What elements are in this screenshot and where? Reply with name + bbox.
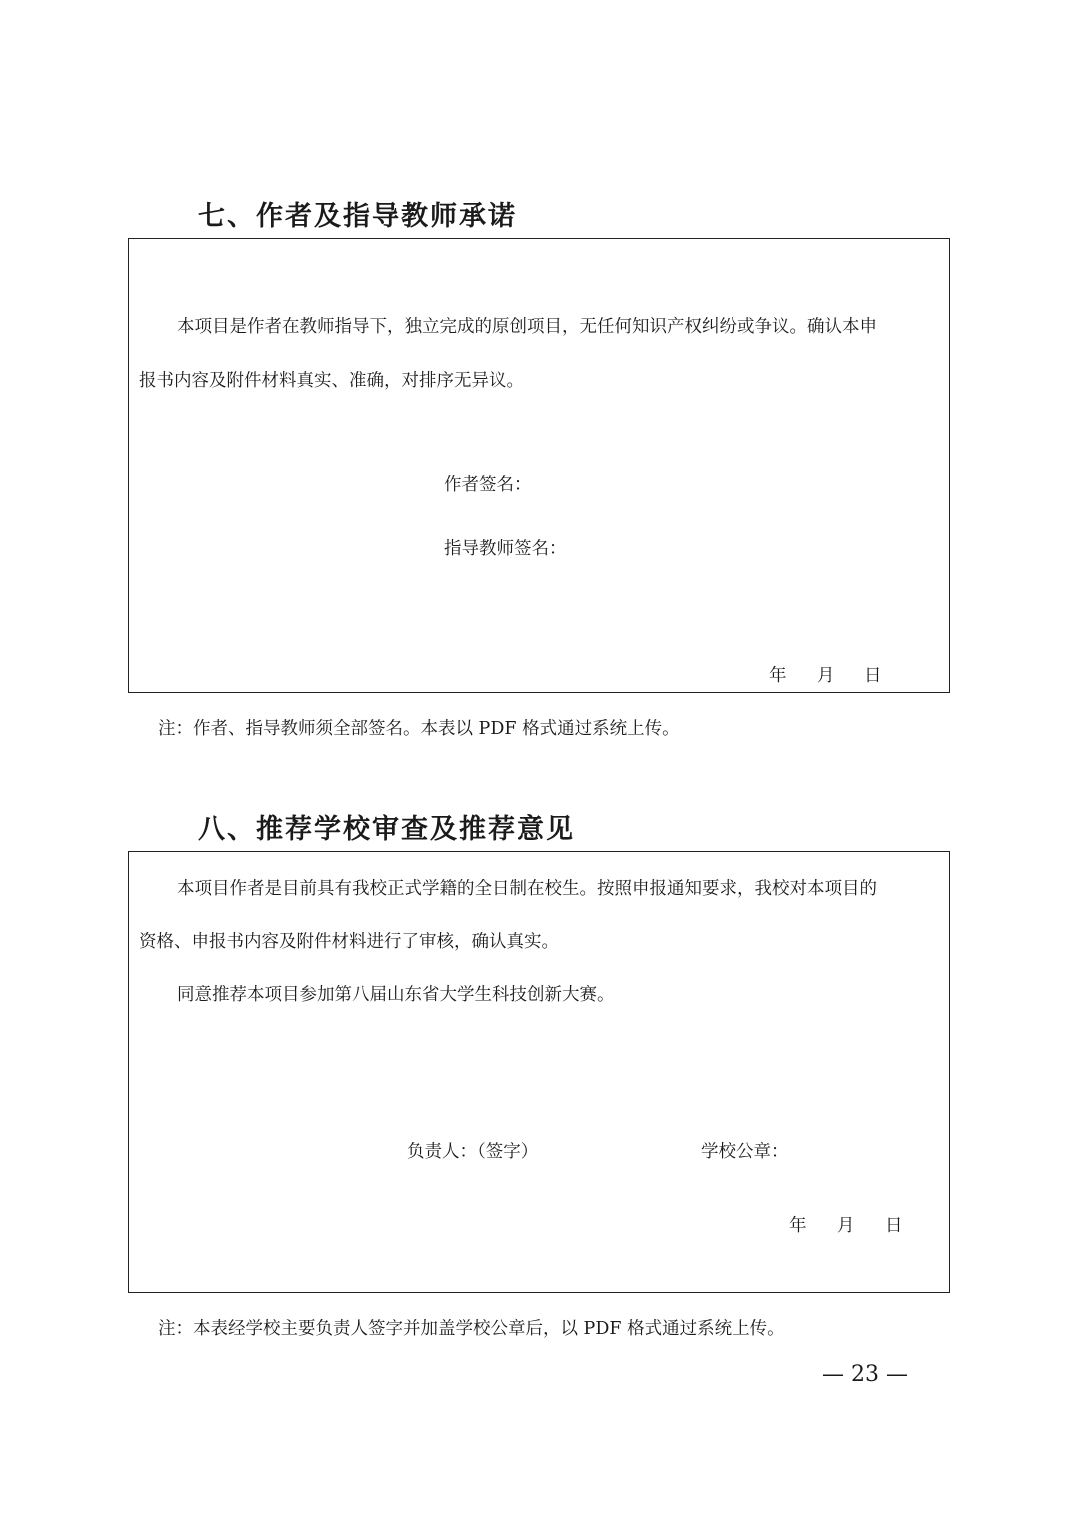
teacher-signature-label: 指导教师签名：	[444, 539, 567, 559]
commitment-box	[128, 238, 950, 693]
author-signature-label: 作者签名：	[444, 475, 532, 495]
date-year-label: 年	[769, 666, 787, 686]
date-day-label: 日	[885, 1216, 903, 1236]
school-seal-label: 学校公章：	[701, 1142, 789, 1162]
date-month-label: 月	[837, 1216, 855, 1236]
date-year-label: 年	[789, 1216, 807, 1236]
section-8-title: 八、推荐学校审查及推荐意见	[198, 814, 575, 845]
recommendation-box	[128, 851, 950, 1293]
page-number: — 23 —	[822, 1362, 908, 1387]
commitment-text-line-1: 本项目是作者在教师指导下，独立完成的原创项目，无任何知识产权纠纷或争议。确认本申	[177, 317, 877, 337]
date-day-label: 日	[864, 666, 882, 686]
section-7-note: 注：作者、指导教师须全部签名。本表以 PDF 格式通过系统上传。	[158, 719, 680, 739]
recommendation-text-line-3: 同意推荐本项目参加第八届山东省大学生科技创新大赛。	[177, 985, 615, 1005]
section-7-title: 七、作者及指导教师承诺	[198, 201, 517, 232]
recommendation-text-line-2: 资格、申报书内容及附件材料进行了审核，确认真实。	[139, 932, 559, 952]
recommendation-text-line-1: 本项目作者是目前具有我校正式学籍的全日制在校生。按照申报通知要求，我校对本项目的	[177, 879, 877, 899]
commitment-text-line-2: 报书内容及附件材料真实、准确，对排序无异议。	[139, 371, 524, 391]
section-8-note: 注：本表经学校主要负责人签字并加盖学校公章后，以 PDF 格式通过系统上传。	[158, 1319, 785, 1339]
responsible-signature-label: 负责人：（签字）	[407, 1142, 539, 1162]
date-month-label: 月	[817, 666, 835, 686]
